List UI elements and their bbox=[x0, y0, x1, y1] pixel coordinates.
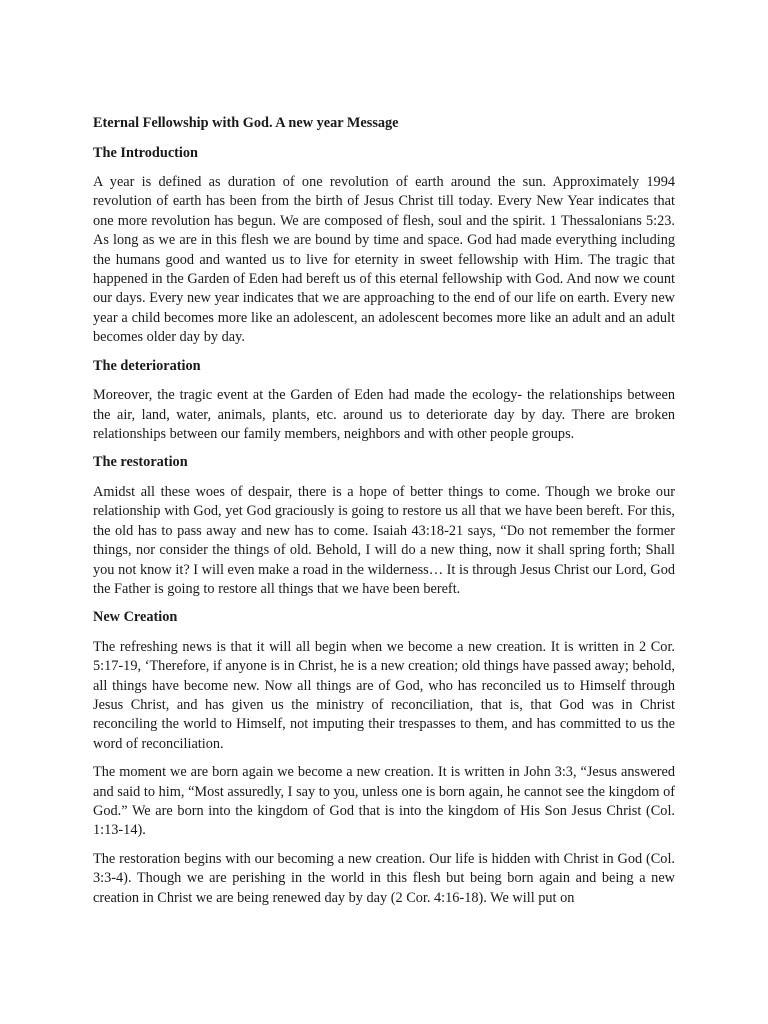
paragraph-deterioration: Moreover, the tragic event at the Garden of Eden had made the ecology- the relationships between the air, land, water, animals, plants, etc. around us to deteriorate day by day. There are broken relationships between our family members, neighbors and with other people groups. bbox=[93, 387, 675, 442]
section-heading-deterioration: The deterioration bbox=[93, 357, 201, 374]
document-body bbox=[93, 114, 675, 917]
paragraph-new-creation-2: The moment we are born again we become a new creation. It is written in John 3:3, “Jesus answered and said to him, “Most assuredly, I say to you, unless one is born again, he cannot see the kingdom of God.” We are born into the kingdom of God that is into the kingdom of His Son Jesus Christ (Col. 1:13-14). bbox=[93, 764, 675, 839]
section-heading-new-creation: New Creation bbox=[93, 609, 178, 626]
section-heading-introduction: The Introduction bbox=[93, 144, 198, 161]
document-title: Eternal Fellowship with God. A new year Message bbox=[93, 115, 399, 131]
paragraph-new-creation-3: The restoration begins with our becoming a new creation. Our life is hidden with Christ in God (Col. 3:3-4). Though we are perishing in the world in this flesh but being born again and being a new creation in Christ we are being renewed day by day (2 Cor. 4:16-18). We will put on bbox=[93, 850, 675, 906]
paragraph-new-creation-1: The refreshing news is that it will all begin when we become a new creation. It is written in 2 Cor. 5:17-19, ‘Therefore, if anyone is in Christ, he is a new creation; old things have passed away; behold, all things have become new. Now all things are of God, who has reconciled us to Himself through Jesus Christ, and has given us the ministry of reconciliation, that is, that God was in Christ reconciling the world to Himself, not imputing their trespasses to them, and has committed to us the word of reconciliation. bbox=[93, 638, 675, 752]
paragraph-introduction: A year is defined as duration of one revolution of earth around the sun. Approximately 1994 revolution of earth has been from the birth of Jesus Christ till today. Every New Year indicates that one more revolution has begun. We are composed of flesh, soul and the spirit. 1 Thessalonians 5:23. As long as we are in this flesh we are bound by time and space. God had made everything including the humans good and wanted us to live for eternity in sweet fellowship with Him. The tragic that happened in the Garden of Eden had bereft us of this eternal fellowship with God. And now we count our days. Every new year indicates that we are approaching to the end of our life on earth. Every new year a child becomes more like an adolescent, an adolescent becomes more like an adult and an adult becomes older day by day. bbox=[93, 174, 675, 346]
paragraph-restoration: Amidst all these woes of despair, there is a hope of better things to come. Though we broke our relationship with God, yet God graciously is going to restore us all that we have been bereft. For this, the old has to pass away and new has to come. Isaiah 43:18-21 says, “Do not remember the former things, nor consider the things of old. Behold, I will do a new thing, now it shall spring forth; Shall you not know it? I will even make a road in the wilderness… It is through Jesus Christ our Lord, God the Father is going to restore all things that we have been bereft. bbox=[93, 483, 675, 597]
section-heading-restoration: The restoration bbox=[93, 454, 188, 471]
